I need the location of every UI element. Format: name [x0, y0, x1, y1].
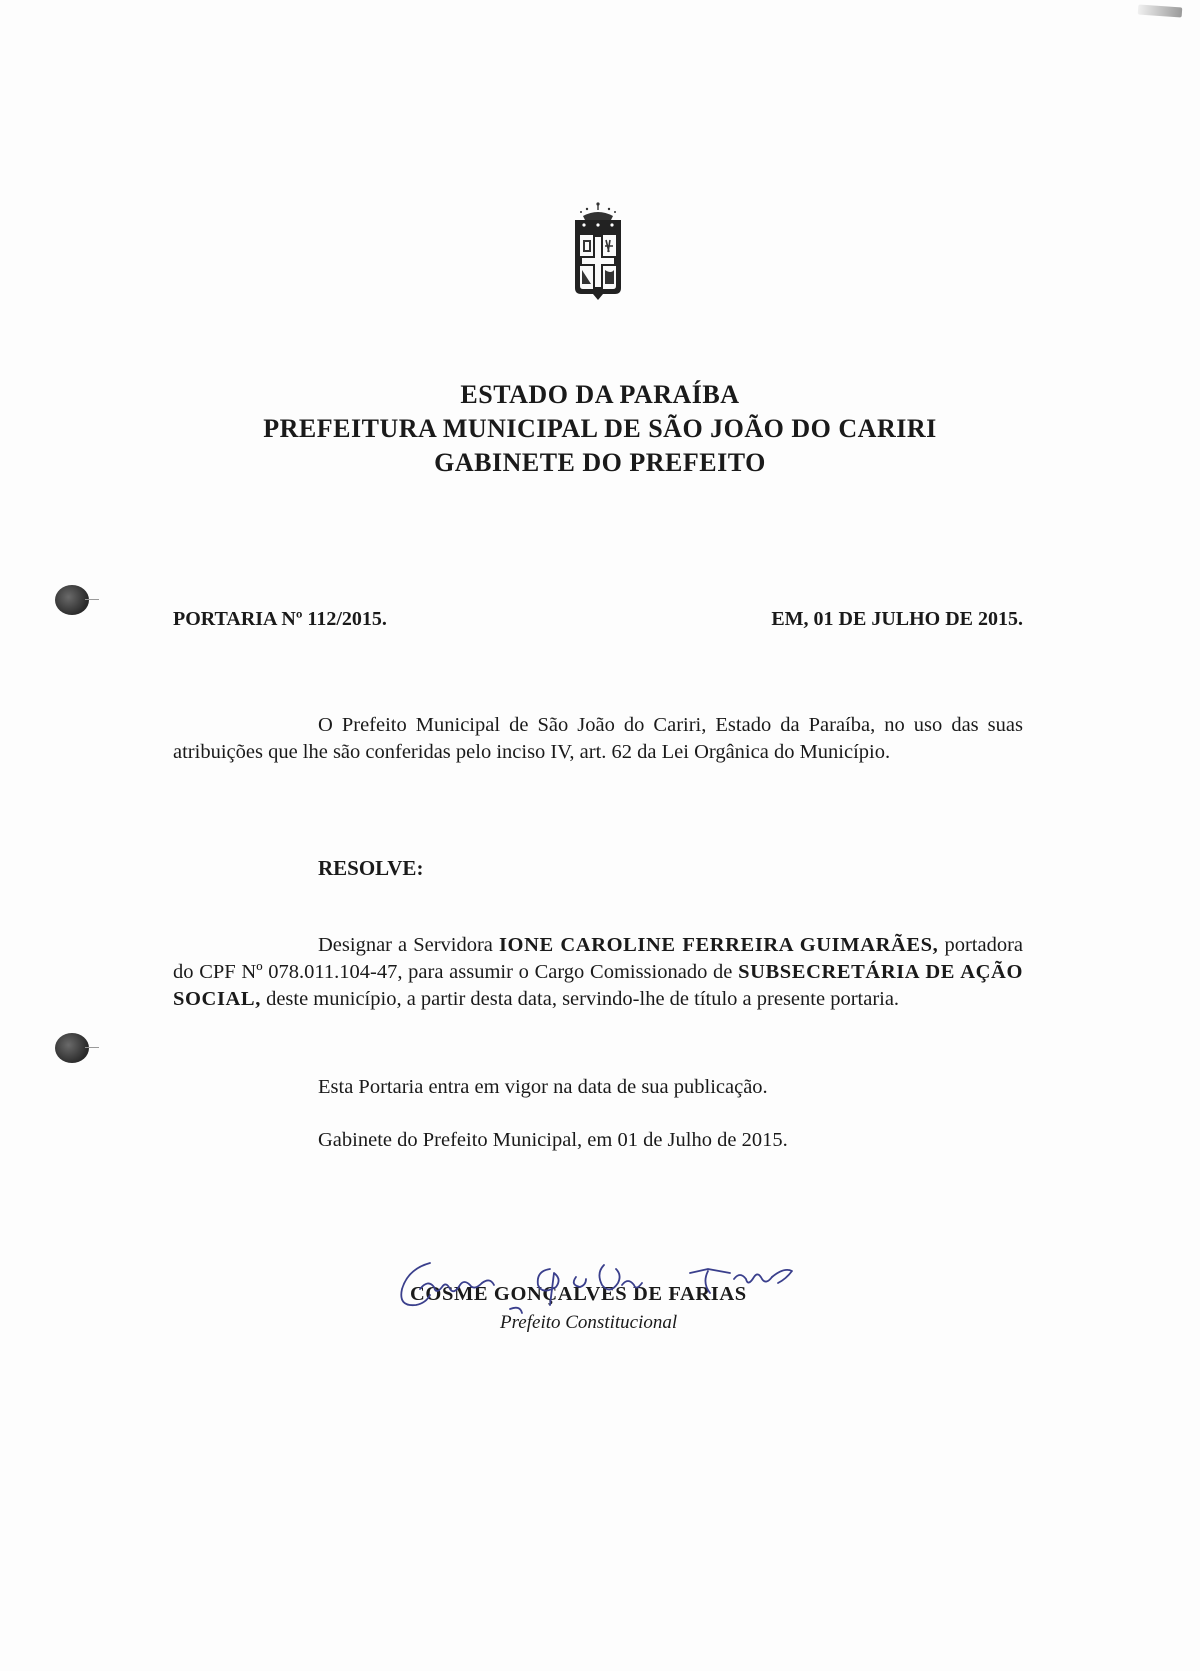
header-office: GABINETE DO PREFEITO — [434, 448, 766, 477]
portaria-number: PORTARIA Nº 112/2015. — [173, 608, 387, 630]
position-title: SUBSECRETÁRIA DE AÇÃO SOCIAL, — [173, 961, 1024, 1010]
resolve-heading: RESOLVE: — [318, 856, 424, 880]
designation-text: Designar a Servidora — [318, 934, 499, 956]
designation-text: deste município, a partir desta data, servindo-lhe de título a presente portaria. — [260, 988, 900, 1010]
handwritten-signature-icon — [390, 1255, 830, 1335]
portaria-date: EM, 01 DE JULHO DE 2015. — [771, 608, 1023, 630]
signatory-title: Prefeito Constitucional — [500, 1312, 678, 1333]
servant-name: IONE CAROLINE FERREIRA GUIMARÃES, — [498, 934, 939, 956]
municipal-coat-of-arms-icon — [553, 200, 643, 320]
intro-paragraph: O Prefeito Municipal de São João do Cariri, Estado da Paraíba, no uso das suas atribuições que lhe são conferidas pelo inciso IV, art. 62 da Lei Orgânica do Município. — [173, 714, 1023, 763]
gabinete-paragraph: Gabinete do Prefeito Municipal, em 01 de Julho de 2015. — [318, 1129, 788, 1151]
punch-hole-icon — [55, 585, 89, 615]
document-header — [150, 378, 1050, 480]
vigor-paragraph: Esta Portaria entra em vigor na data de sua publicação. — [318, 1076, 768, 1098]
header-prefecture: PREFEITURA MUNICIPAL DE SÃO JOÃO DO CARIRI — [263, 414, 937, 443]
designation-text: portadora do CPF Nº 078.011.104-47, para assumir o Cargo Comissionado de — [173, 934, 1023, 983]
header-state: ESTADO DA PARAÍBA — [460, 380, 740, 409]
designation-paragraph — [173, 932, 1023, 1013]
signatory-name: COSME GONÇALVES DE FARIAS — [410, 1283, 747, 1305]
scan-artifact — [1138, 4, 1183, 17]
punch-hole-icon — [55, 1033, 89, 1063]
signature-block — [390, 1255, 830, 1345]
